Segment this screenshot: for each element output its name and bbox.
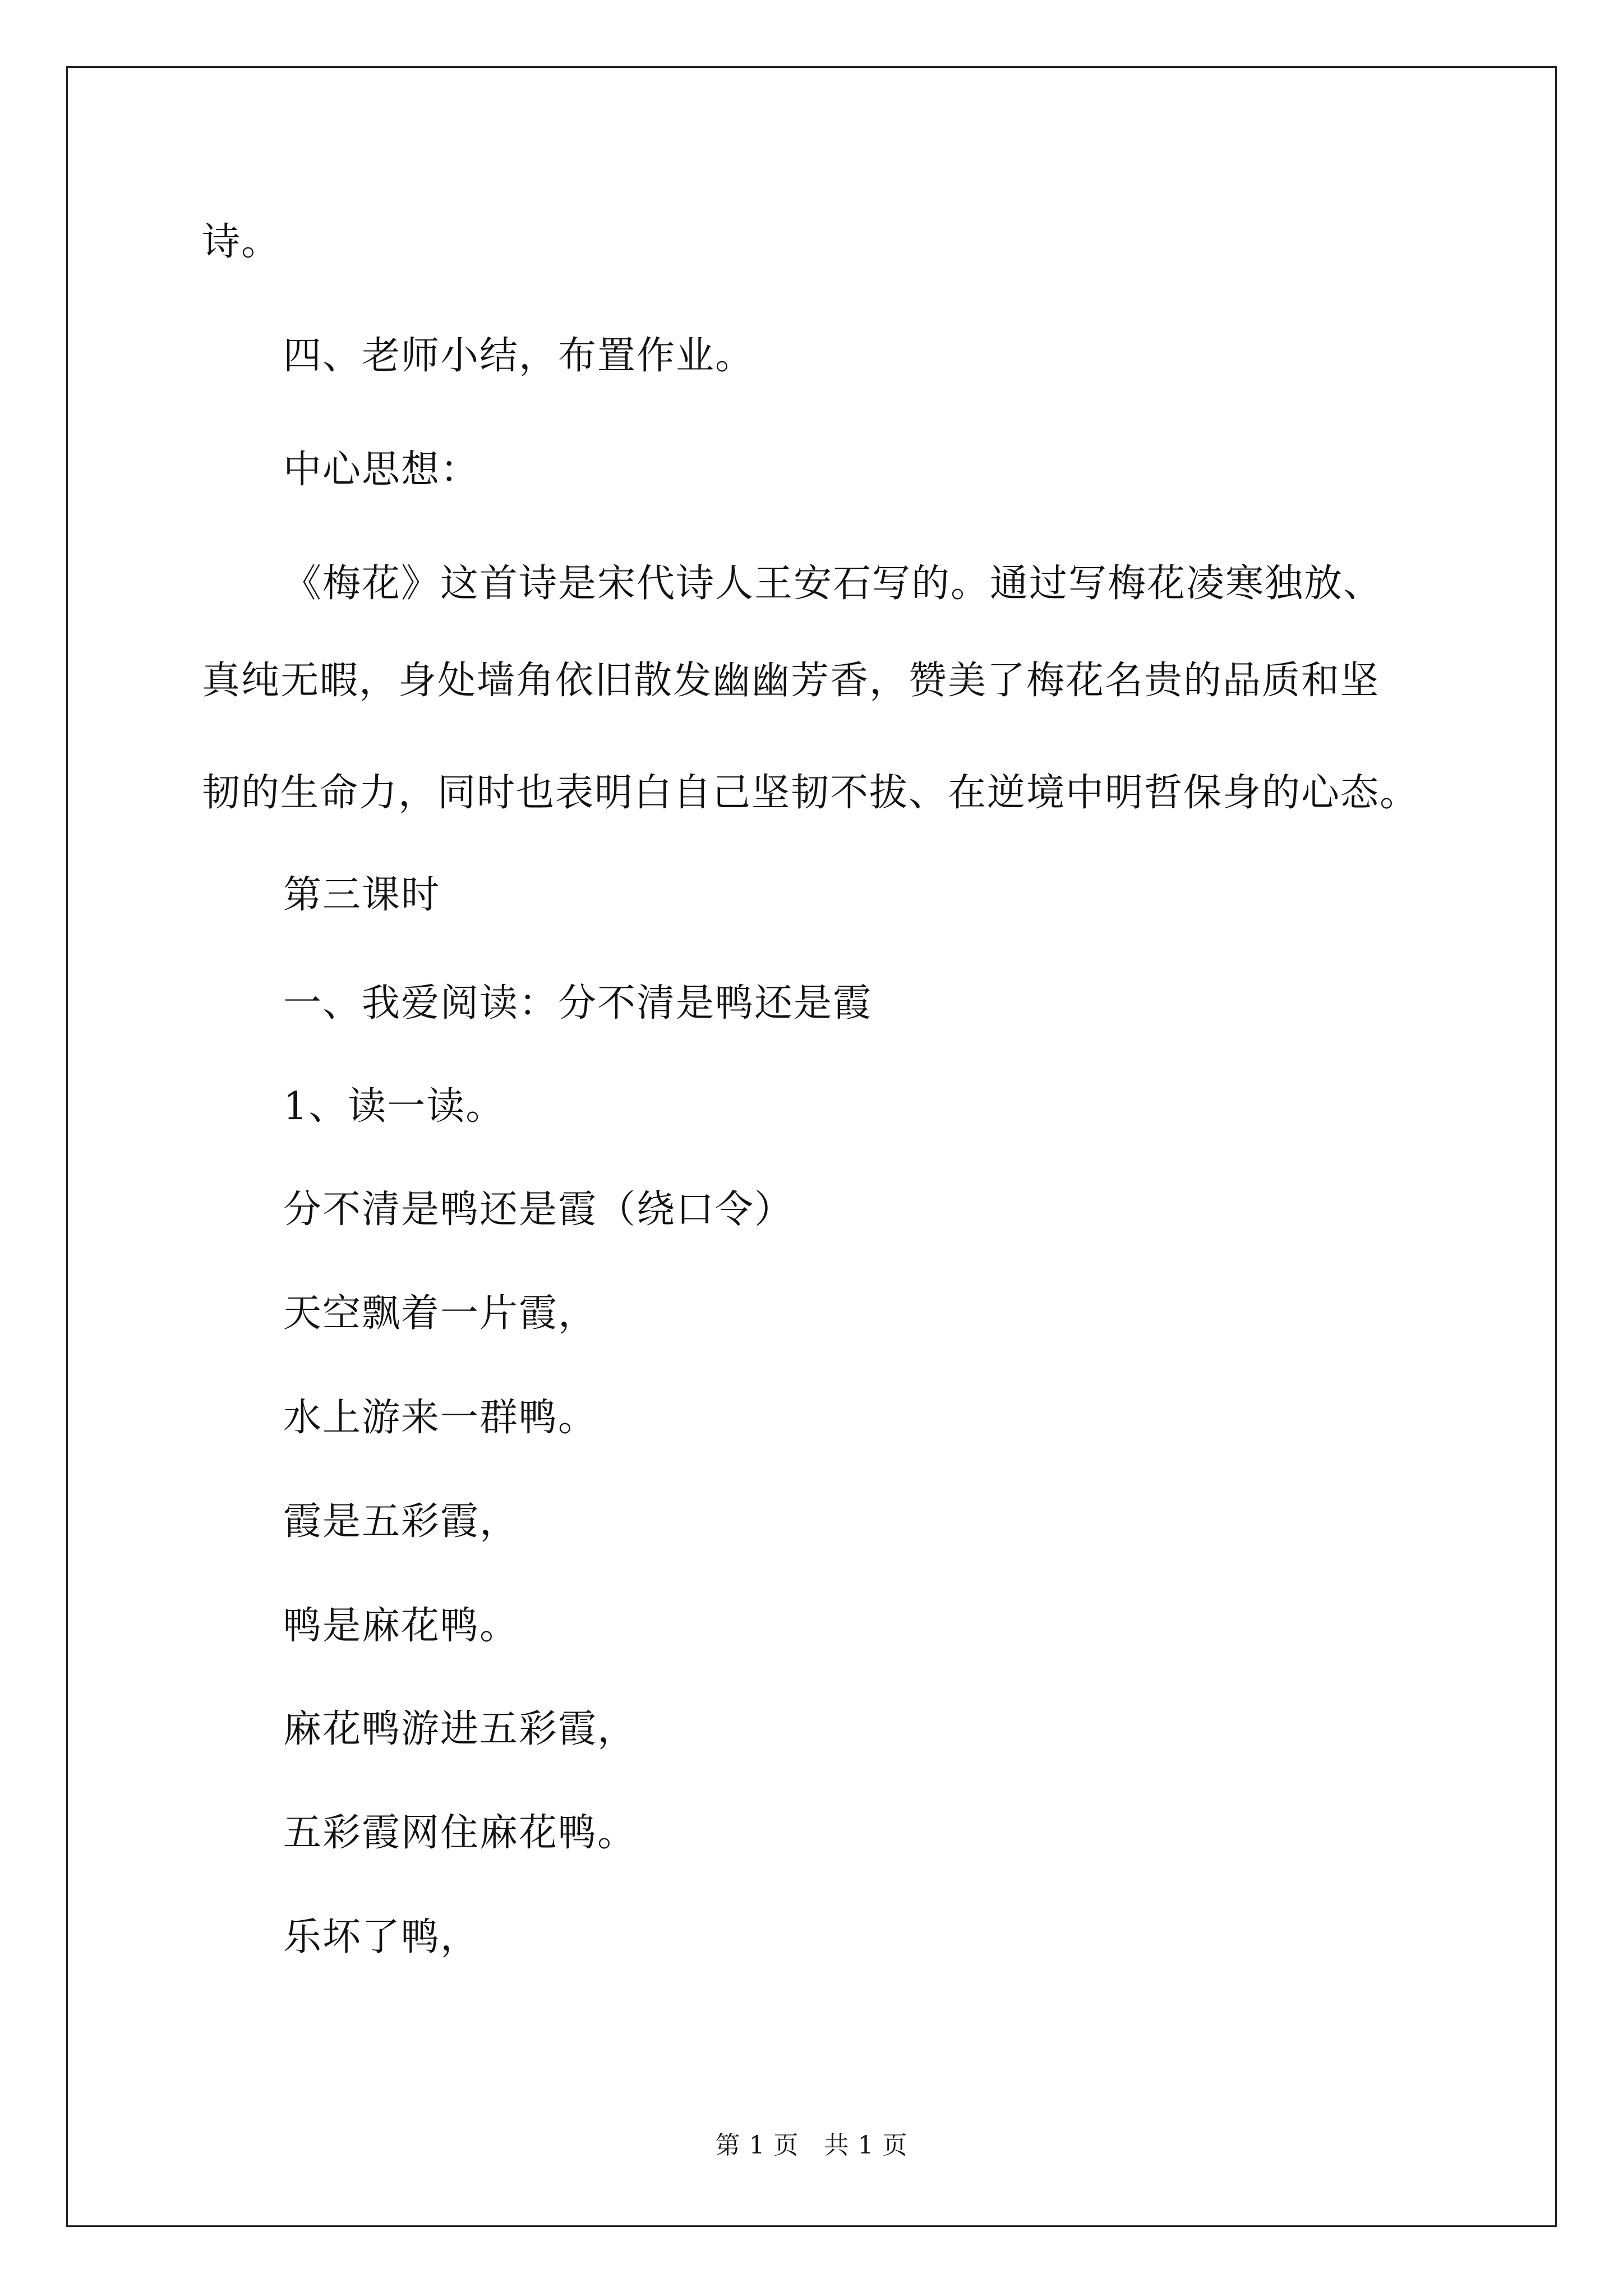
poem-line: 霞是五彩霞，	[283, 1499, 519, 1544]
poem-line: 水上游来一群鸭。	[283, 1396, 598, 1440]
paragraph-line: 真纯无暇，身处墙角依旧散发幽幽芳香，赞美了梅花名贵的品质和坚	[202, 659, 1380, 703]
page-number-footer: 第 1 页 共 1 页	[715, 2131, 908, 2160]
poem-line: 五彩霞网住麻花鸭。	[283, 1811, 637, 1855]
paragraph-line: 韧的生命力，同时也表明白自己坚韧不拔、在逆境中明哲保身的心态。	[202, 771, 1419, 815]
section-heading: 四、老师小结，布置作业。	[283, 334, 755, 378]
section-heading: 中心思想：	[283, 448, 480, 492]
page-border	[66, 66, 1557, 2227]
task-line: 1、读一读。	[283, 1084, 505, 1129]
poem-line: 天空飘着一片霞，	[283, 1291, 598, 1336]
poem-title: 分不清是鸭还是霞（绕口令）	[283, 1188, 794, 1232]
poem-line: 乐坏了鸭，	[283, 1915, 480, 1959]
lesson-heading: 第三课时	[283, 873, 441, 917]
poem-line: 麻花鸭游进五彩霞，	[283, 1707, 637, 1751]
poem-line: 鸭是麻花鸭。	[283, 1604, 519, 1648]
section-heading: 一、我爱阅读：分不清是鸭还是霞	[283, 981, 873, 1025]
text-line: 诗。	[202, 220, 281, 264]
paragraph-line: 《梅花》这首诗是宋代诗人王安石写的。通过写梅花凌寒独放、	[283, 562, 1383, 606]
